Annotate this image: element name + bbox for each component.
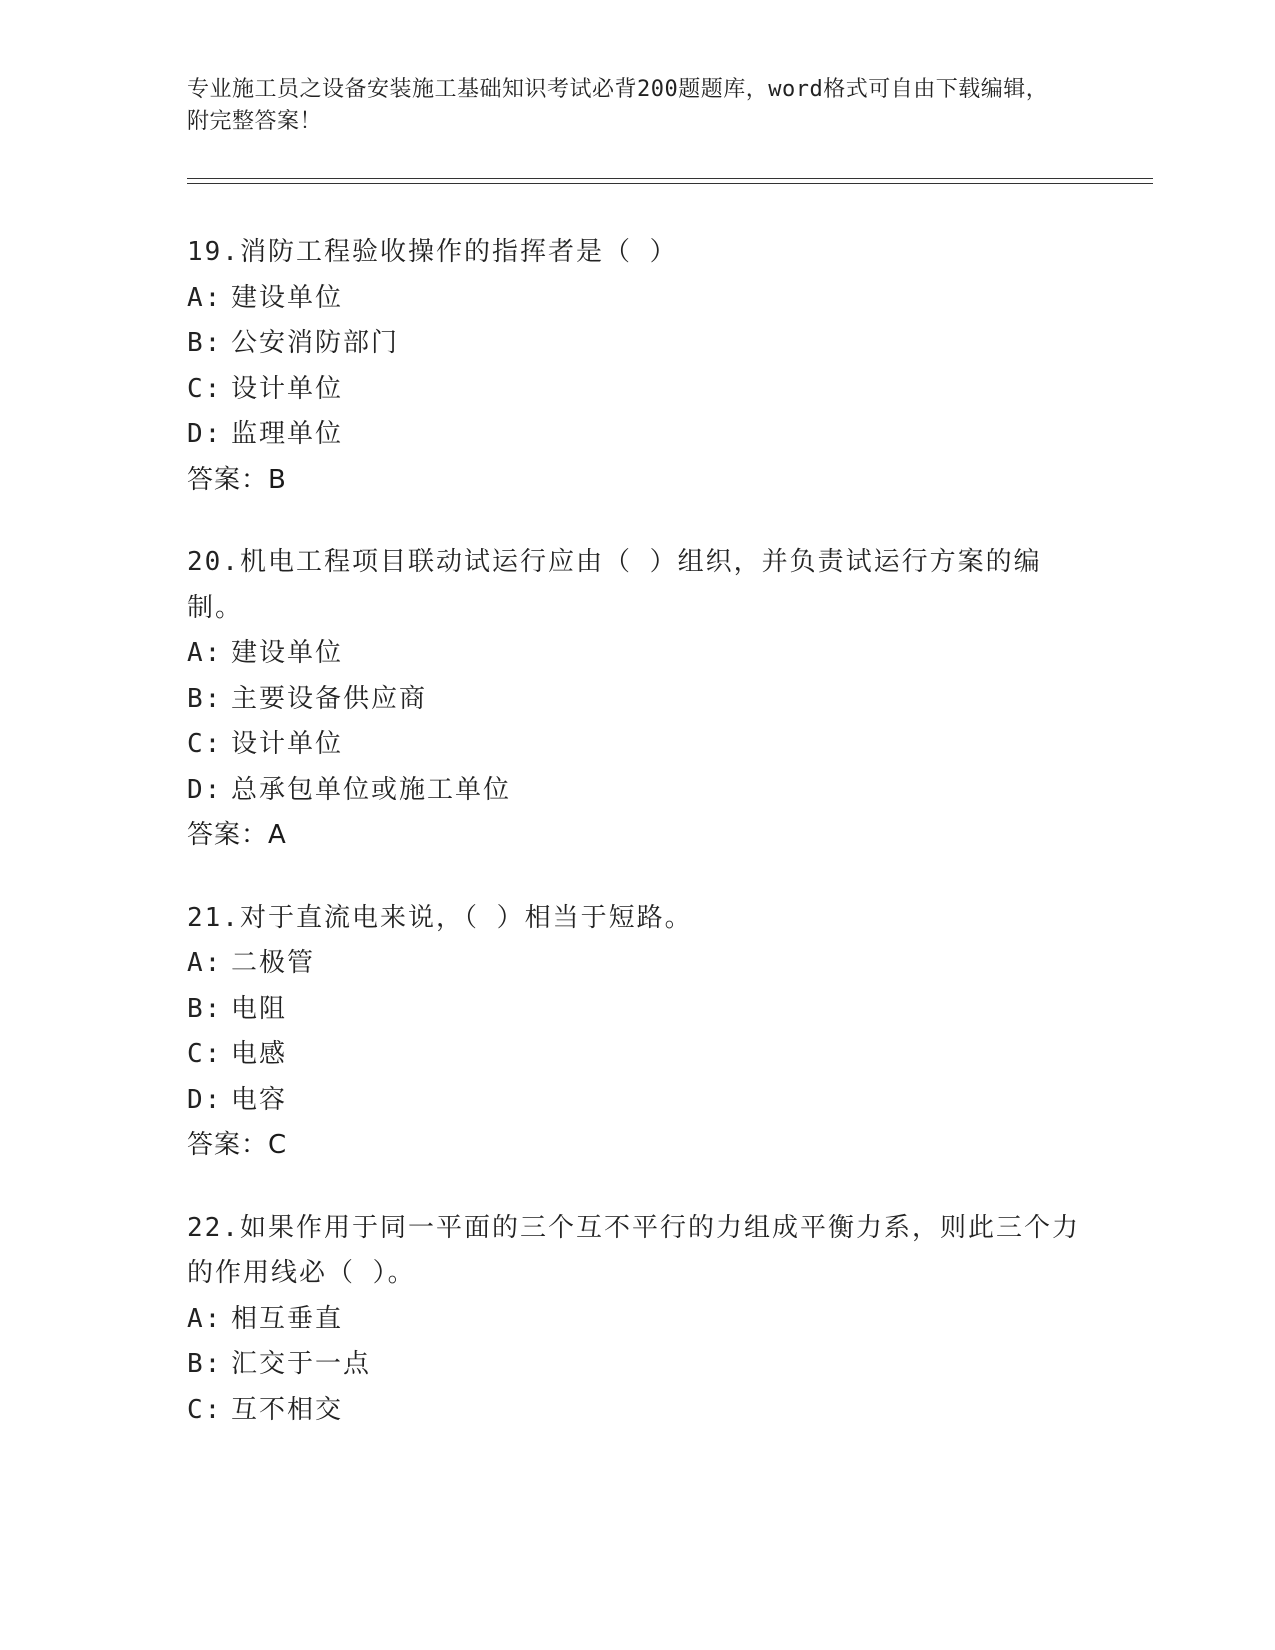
option-text: 电容: [231, 1084, 288, 1115]
header-rule-top: [187, 178, 1153, 179]
option-text: 汇交于一点: [231, 1349, 372, 1379]
question-22: [187, 1206, 1087, 1434]
header-rule-bottom: [187, 183, 1153, 184]
option-letter: A:: [187, 638, 223, 668]
option-a: [187, 631, 1087, 677]
option-b: [187, 987, 1087, 1033]
document-title: 专业施工员之设备安装施工基础知识考试必背200题题库，word格式可自由下载编辑，附完整答案！: [187, 77, 1049, 134]
option-b: [187, 1342, 1087, 1388]
answer-line: 答案：C: [187, 1130, 288, 1160]
option-a: [187, 276, 1087, 322]
option-c: [187, 722, 1087, 768]
option-text: 电感: [231, 1039, 288, 1069]
option-a: [187, 941, 1087, 987]
answer-line: 答案：A: [187, 820, 287, 850]
option-letter: C:: [187, 1394, 223, 1425]
option-c: [187, 367, 1087, 413]
answer-line: 答案：B: [187, 464, 287, 495]
option-letter: A:: [187, 1303, 223, 1334]
option-letter: C:: [187, 729, 223, 759]
option-c: [187, 1388, 1087, 1434]
option-text: 建设单位: [231, 638, 344, 668]
option-letter: B:: [187, 993, 223, 1024]
question-19: [187, 230, 1087, 503]
question-stem: 19.消防工程验收操作的指挥者是（ ）: [187, 237, 678, 267]
option-letter: A:: [187, 282, 223, 313]
option-d: [187, 768, 1087, 814]
question-20: [187, 540, 1087, 859]
option-text: 互不相交: [231, 1394, 344, 1425]
option-a: [187, 1297, 1087, 1343]
option-text: 建设单位: [231, 282, 344, 313]
option-letter: B:: [187, 683, 223, 714]
option-letter: C:: [187, 1039, 223, 1069]
option-text: 二极管: [231, 948, 316, 978]
option-letter: B:: [187, 1349, 223, 1379]
option-letter: C:: [187, 373, 223, 404]
option-d: [187, 1078, 1087, 1124]
option-text: 电阻: [231, 993, 288, 1024]
option-b: [187, 321, 1087, 367]
option-text: 总承包单位或施工单位: [231, 774, 512, 805]
option-text: 设计单位: [231, 373, 344, 404]
option-letter: D:: [187, 1084, 223, 1115]
option-letter: B:: [187, 328, 223, 358]
question-list: [187, 230, 1087, 1470]
option-text: 设计单位: [231, 729, 344, 759]
option-letter: D:: [187, 419, 223, 449]
question-stem: 21.对于直流电来说，（ ）相当于短路。: [187, 902, 693, 933]
option-text: 监理单位: [231, 419, 344, 449]
option-text: 相互垂直: [231, 1303, 344, 1334]
option-text: 公安消防部门: [231, 328, 400, 358]
option-text: 主要设备供应商: [231, 683, 428, 714]
question-stem: 20.机电工程项目联动试运行应由（ ）组织，并负责试运行方案的编制。: [187, 547, 1042, 623]
question-21: [187, 896, 1087, 1169]
option-b: [187, 677, 1087, 723]
option-d: [187, 412, 1087, 458]
option-c: [187, 1032, 1087, 1078]
option-letter: A:: [187, 948, 223, 978]
option-letter: D:: [187, 774, 223, 805]
question-stem: 22.如果作用于同一平面的三个互不平行的力组成平衡力系，则此三个力的作用线必（ ）。: [187, 1212, 1080, 1288]
